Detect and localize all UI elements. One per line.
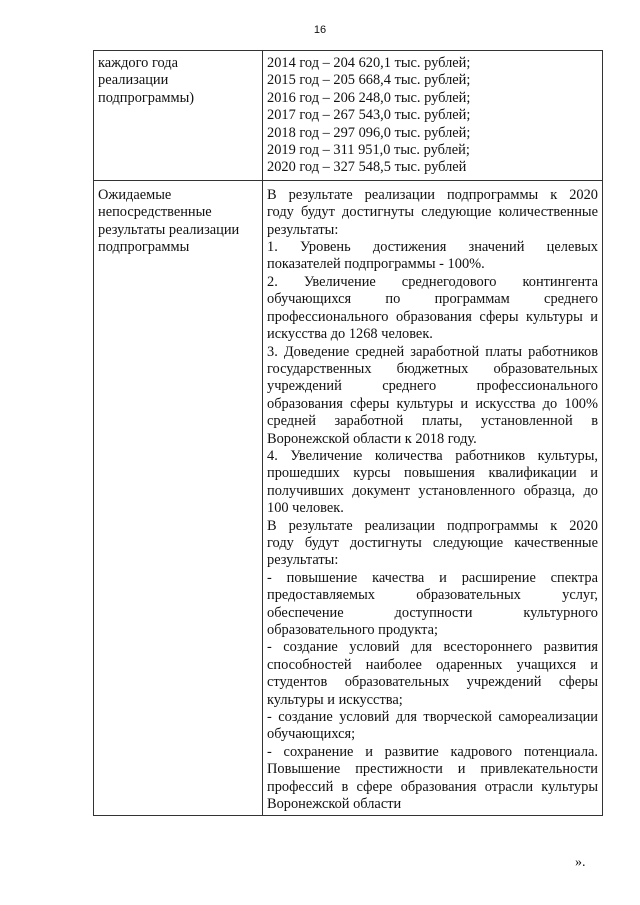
funding-label-line: реализации	[98, 72, 169, 89]
funding-year-line: 2016 год – 206 248,0 тыс. рублей;	[267, 89, 471, 106]
results-text-line: Воронежской области к 2018 году.	[267, 430, 477, 447]
results-text-line: 3. Доведение средней заработной платы работников	[267, 343, 598, 360]
funding-label-line: каждого года	[98, 55, 178, 71]
results-text-line: 1. Уровень достижения значений целевых	[267, 239, 598, 256]
results-value-cell	[263, 180, 603, 816]
results-text-line: В результате реализации подпрограммы к 2020	[267, 517, 598, 534]
results-text-line: образования сферы культуры и искусства до 100%	[267, 395, 598, 412]
results-text-line: профессий в сфере образования отрасли культуры	[267, 778, 598, 795]
results-text-line: способностей наиболее одаренных учащихся и	[267, 656, 598, 673]
results-text-line: искусства до 1268 человек.	[267, 326, 433, 343]
results-text-line: учреждений среднего профессионального	[267, 378, 598, 395]
funding-year-line: 2017 год – 267 543,0 тыс. рублей;	[267, 107, 471, 124]
results-text-line: средней заработной платы, установленной в	[267, 413, 598, 430]
results-text-line: Воронежской области	[267, 796, 402, 813]
table-row-results	[94, 180, 603, 816]
funding-year-line: 2019 год – 311 951,0 тыс. рублей;	[267, 142, 470, 159]
results-text-line: 100 человек.	[267, 500, 344, 517]
funding-year-line: 2015 год – 205 668,4 тыс. рублей;	[267, 72, 471, 89]
results-text-line: - создание условий для всестороннего развития	[267, 639, 598, 656]
results-text-line: 2. Увеличение среднегодового контингента	[267, 273, 598, 290]
results-text-line: году будут достигнуты следующие качественные	[267, 534, 598, 551]
results-text-line: показателей подпрограммы - 100%.	[267, 256, 485, 273]
results-label-cell	[94, 180, 263, 816]
results-text-line: В результате реализации подпрограммы к 2020	[267, 186, 598, 203]
funding-label-cell	[94, 51, 263, 181]
results-text-line: культуры и искусства;	[267, 691, 403, 708]
results-text-line: прошедших курсы повышения квалификации и	[267, 465, 598, 482]
results-label-line: Ожидаемые	[98, 186, 172, 203]
closing-mark: ».	[575, 855, 586, 870]
table-row-funding	[94, 51, 603, 181]
funding-label-line: подпрограммы)	[98, 89, 195, 106]
results-text-line: обучающихся по программам среднего	[267, 291, 598, 308]
results-text-line: - создание условий для творческой самореализации	[267, 709, 598, 726]
results-text-line: профессионального образования сферы культуры и	[267, 308, 598, 325]
results-text-line: обучающихся;	[267, 726, 356, 743]
results-label-line: результаты реализации	[98, 221, 240, 238]
results-text-line: Повышение престижности и привлекательности	[267, 761, 598, 778]
results-text-line: году будут достигнуты следующие количественные	[267, 204, 598, 221]
results-text-line: предоставляемых образовательных услуг,	[267, 587, 598, 604]
results-text-line: 4. Увеличение количества работников культуры,	[267, 447, 598, 464]
page-number: 16	[313, 24, 327, 36]
funding-year-line: 2020 год – 327 548,5 тыс. рублей	[267, 159, 467, 176]
results-text-line: результаты:	[267, 552, 339, 569]
results-text-line: получивших документ установленного образца, до	[267, 482, 598, 499]
results-text-line: результаты:	[267, 221, 339, 238]
results-text-line: - повышение качества и расширение спектра	[267, 569, 598, 586]
results-text-line: студентов образовательных учреждений сферы	[267, 674, 598, 691]
passport-table	[93, 50, 603, 816]
results-label-line: непосредственные	[98, 204, 212, 221]
results-text-line: образовательного продукта;	[267, 622, 439, 638]
results-text-line: государственных бюджетных образовательных	[267, 360, 598, 377]
funding-value-cell	[263, 51, 603, 181]
funding-year-line: 2018 год – 297 096,0 тыс. рублей;	[267, 124, 471, 141]
results-text-line: обеспечение доступности культурного	[267, 604, 598, 621]
results-label-line: подпрограммы	[98, 239, 190, 256]
results-text-line: - сохранение и развитие кадрового потенциала.	[267, 743, 598, 760]
funding-year-line: 2014 год – 204 620,1 тыс. рублей;	[267, 55, 471, 71]
